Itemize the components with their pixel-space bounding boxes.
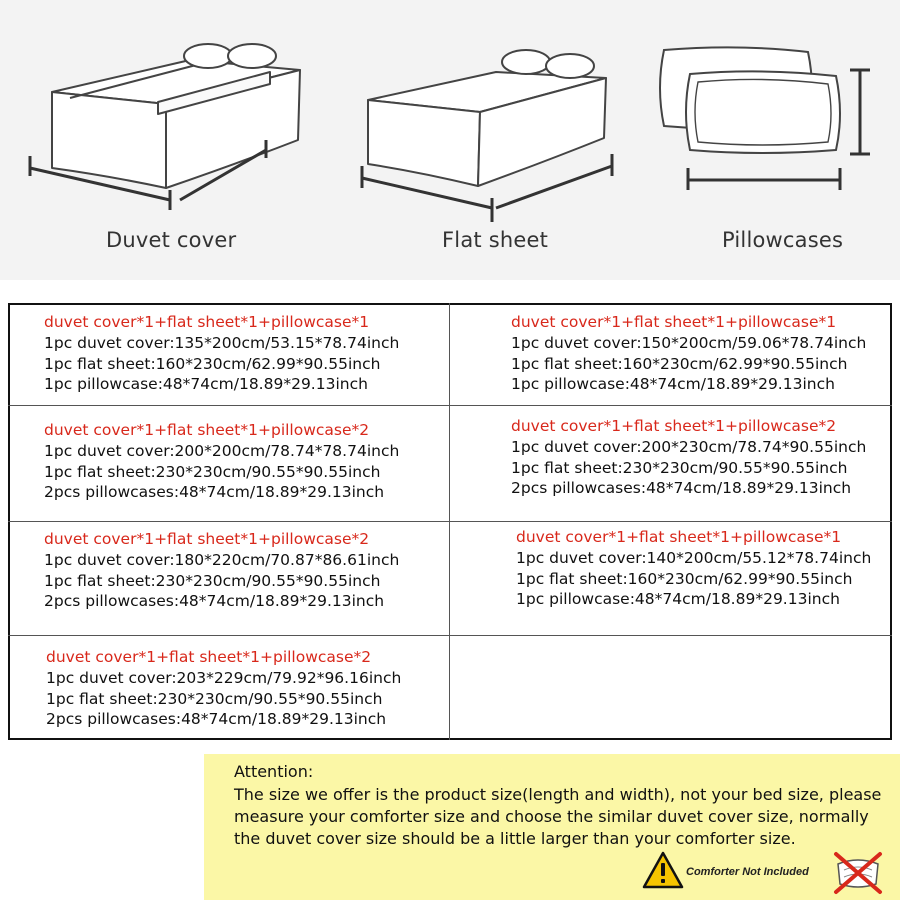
size-set-title: duvet cover*1+flat sheet*1+pillowcase*2: [511, 417, 837, 435]
table-row-divider: [8, 521, 892, 522]
size-set-line: 2pcs pillowcases:48*74cm/18.89*29.13inch: [44, 483, 385, 501]
attention-heading: Attention:: [234, 762, 314, 781]
size-set-line: 1pc flat sheet:160*230cm/62.99*90.55inch: [44, 354, 381, 373]
warning-triangle-icon: [642, 850, 684, 890]
size-set-line: 1pc flat sheet:230*230cm/90.55*90.55inch: [44, 571, 381, 590]
flat-sheet-icon: [362, 50, 612, 222]
size-set-line: 1pc duvet cover:150*200cm/59.06*78.74inch: [511, 334, 867, 352]
size-set-title: duvet cover*1+flat sheet*1+pillowcase*1: [44, 313, 370, 331]
size-set-line: 1pc pillowcase:48*74cm/18.89*29.13inch: [44, 375, 368, 393]
size-set-line: 1pc flat sheet:160*230cm/62.99*90.55inch: [516, 569, 853, 588]
size-set-line: 1pc duvet cover:180*220cm/70.87*86.61inch: [44, 551, 400, 569]
comforter-not-included-text: Comforter Not Included: [686, 866, 809, 878]
size-set-line: 1pc pillowcase:48*74cm/18.89*29.13inch: [511, 375, 835, 393]
size-set-line: 1pc flat sheet:230*230cm/90.55*90.55inch: [44, 462, 381, 481]
duvet-cover-icon: [30, 44, 300, 210]
size-set-title: duvet cover*1+flat sheet*1+pillowcase*2: [44, 421, 370, 439]
attention-body: The size we offer is the product size(length and width), not your bed size, please measure your comforter size and choose the similar duvet cover size, normally the duvet cover size should be a little larger than your comforter size.: [234, 785, 882, 848]
illustration-label-duvet-cover: Duvet cover: [106, 228, 237, 252]
size-set-line: 1pc duvet cover:200*230cm/78.74*90.55inch: [511, 438, 867, 456]
size-set-cell: [44, 529, 399, 612]
size-set-title: duvet cover*1+flat sheet*1+pillowcase*2: [46, 648, 372, 666]
size-set-title: duvet cover*1+flat sheet*1+pillowcase*1: [516, 528, 842, 546]
size-set-line: 1pc duvet cover:203*229cm/79.92*96.16inch: [46, 669, 402, 687]
illustration-label-flat-sheet: Flat sheet: [442, 228, 549, 252]
size-set-line: 1pc flat sheet:230*230cm/90.55*90.55inch: [511, 458, 848, 477]
illustration-label-pillowcases: Pillowcases: [722, 228, 844, 252]
size-set-cell: [511, 416, 866, 499]
size-set-line: 1pc flat sheet:160*230cm/62.99*90.55inch: [511, 354, 848, 373]
size-set-line: 2pcs pillowcases:48*74cm/18.89*29.13inch: [511, 479, 852, 497]
size-set-line: 1pc duvet cover:140*200cm/55.12*78.74inch: [516, 549, 872, 567]
size-set-line: 2pcs pillowcases:48*74cm/18.89*29.13inch: [44, 592, 385, 610]
size-set-line: 1pc flat sheet:230*230cm/90.55*90.55inch: [46, 689, 383, 708]
size-set-line: 2pcs pillowcases:48*74cm/18.89*29.13inch: [46, 710, 387, 728]
size-set-cell: [511, 312, 866, 395]
size-set-line: 1pc pillowcase:48*74cm/18.89*29.13inch: [516, 590, 840, 608]
size-set-title: duvet cover*1+flat sheet*1+pillowcase*2: [44, 530, 370, 548]
product-illustrations: [0, 0, 900, 280]
size-set-title: duvet cover*1+flat sheet*1+pillowcase*1: [511, 313, 837, 331]
pillowcases-icon: [660, 47, 870, 190]
attention-note: [204, 754, 900, 900]
size-set-line: 1pc duvet cover:200*200cm/78.74*78.74inch: [44, 442, 400, 460]
size-set-cell: [46, 647, 401, 730]
size-set-cell: [516, 527, 871, 610]
size-set-cell: [44, 420, 399, 503]
size-set-line: 1pc duvet cover:135*200cm/53.15*78.74inch: [44, 334, 400, 352]
table-row-divider: [8, 405, 892, 406]
no-comforter-icon: [830, 850, 886, 896]
table-row-divider: [8, 635, 892, 636]
size-set-cell: [44, 312, 399, 395]
